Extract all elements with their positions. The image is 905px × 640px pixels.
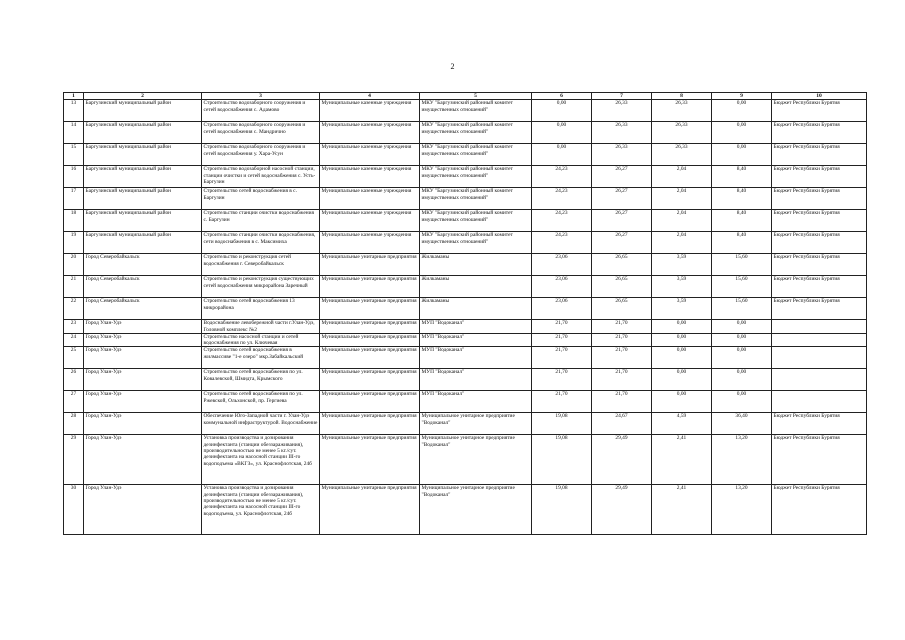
organization: МКУ "Баргузинский районный комитет имущественных отношений": [420, 210, 532, 232]
funding-source: Бюджет Республики Бурятия: [772, 232, 867, 254]
row-number: 24: [64, 333, 84, 347]
value-col9: 13,20: [712, 485, 772, 535]
value-col8: 0,00: [652, 333, 712, 347]
funding-source: [772, 369, 867, 391]
value-col8: 3,59: [652, 276, 712, 298]
organization: Жилкаманы: [420, 276, 532, 298]
value-col8: 2,04: [652, 232, 712, 254]
funding-source: Бюджет Республики Бурятия: [772, 413, 867, 435]
value-col6: 24,23: [532, 232, 592, 254]
funding-source: Бюджет Республики Бурятия: [772, 254, 867, 276]
col-header: 6: [532, 93, 592, 100]
organization-type: Муниципальные казенные учреждения: [320, 100, 420, 122]
col-header: 10: [772, 93, 867, 100]
row-number: 13: [64, 100, 84, 122]
object-name: Строительство и реконструкция существующих сетей водоснабжения микрорайона Заречный: [202, 276, 320, 298]
col-header: 8: [652, 93, 712, 100]
organization-type: Муниципальные казенные учреждения: [320, 166, 420, 188]
row-number: 14: [64, 122, 84, 144]
table-row: [64, 413, 867, 435]
row-number: 26: [64, 369, 84, 391]
value-col6: 19,08: [532, 485, 592, 535]
value-col8: 26,33: [652, 144, 712, 166]
value-col7: 26,27: [592, 232, 652, 254]
funding-source: Бюджет Республики Бурятия: [772, 298, 867, 320]
table-row: [64, 276, 867, 298]
object-name: Строительство сетей водоснабжения по ул. Ковалевской, Шмидта, Крымского: [202, 369, 320, 391]
organization-type: Муниципальные унитарные предприятия: [320, 391, 420, 413]
value-col9: 0,00: [712, 122, 772, 144]
col-header: 7: [592, 93, 652, 100]
value-col9: 0,00: [712, 391, 772, 413]
organization: МУП "Водоканал": [420, 369, 532, 391]
organization-type: Муниципальные унитарные предприятия: [320, 276, 420, 298]
organization-type: Муниципальные унитарные предприятия: [320, 485, 420, 535]
value-col7: 21,70: [592, 333, 652, 347]
value-col6: 19,08: [532, 413, 592, 435]
object-name: Строительство насосной станции и сетей водоснабжения по ул. Ключевая: [202, 333, 320, 347]
object-name: Установка производства и дозирования дезинфектанта (станции обеззараживания), производительностью не менее 5 кг./сут. дезинфектанта на насосной станции III-го водоподъема, ул. Краснофлотская, 24б: [202, 485, 320, 535]
value-col6: 21,70: [532, 369, 592, 391]
value-col7: 21,70: [592, 320, 652, 334]
municipality: Баргузинский муниципальный район: [84, 122, 202, 144]
value-col9: 15,60: [712, 276, 772, 298]
value-col6: 0,00: [532, 144, 592, 166]
table-row: [64, 210, 867, 232]
col-header: 2: [84, 93, 202, 100]
value-col8: 4,59: [652, 413, 712, 435]
table-row: [64, 166, 867, 188]
col-header: 3: [202, 93, 320, 100]
value-col9: 8,40: [712, 210, 772, 232]
organization: МКУ "Баргузинский районный комитет имущественных отношений": [420, 100, 532, 122]
municipality: Город Северобайкальск: [84, 254, 202, 276]
value-col7: 21,70: [592, 347, 652, 369]
value-col7: 29,49: [592, 435, 652, 485]
organization: Жилкаманы: [420, 298, 532, 320]
object-name: Строительство сетей водоснабжения в с. Баргузин: [202, 188, 320, 210]
value-col7: 26,27: [592, 210, 652, 232]
organization: МКУ "Баргузинский районный комитет имущественных отношений": [420, 232, 532, 254]
table-row: [64, 254, 867, 276]
organization: МУП "Водоканал": [420, 391, 532, 413]
value-col7: 26,27: [592, 166, 652, 188]
municipality: Баргузинский муниципальный район: [84, 100, 202, 122]
row-number: 21: [64, 276, 84, 298]
table-row: [64, 333, 867, 347]
organization-type: Муниципальные унитарные предприятия: [320, 347, 420, 369]
municipality: Баргузинский муниципальный район: [84, 210, 202, 232]
funding-source: Бюджет Республики Бурятия: [772, 100, 867, 122]
table-row: [64, 391, 867, 413]
value-col6: 23,06: [532, 254, 592, 276]
col-header: 9: [712, 93, 772, 100]
value-col7: 26,33: [592, 122, 652, 144]
object-name: Строительство станции очистки водоснабжения, сети водоснабжения в с. Максимиха: [202, 232, 320, 254]
municipality: Город Улан-Удэ: [84, 347, 202, 369]
value-col8: 3,59: [652, 254, 712, 276]
value-col8: 0,00: [652, 347, 712, 369]
organization: МУП "Водоканал": [420, 320, 532, 334]
value-col9: 36,40: [712, 413, 772, 435]
organization-type: Муниципальные унитарные предприятия: [320, 369, 420, 391]
row-number: 25: [64, 347, 84, 369]
table-row: [64, 369, 867, 391]
value-col7: 21,70: [592, 369, 652, 391]
organization-type: Муниципальные унитарные предприятия: [320, 320, 420, 334]
row-number: 28: [64, 413, 84, 435]
value-col7: 29,49: [592, 485, 652, 535]
value-col9: 0,00: [712, 333, 772, 347]
funding-source: Бюджет Республики Бурятия: [772, 276, 867, 298]
organization-type: Муниципальные унитарные предприятия: [320, 435, 420, 485]
value-col7: 21,70: [592, 391, 652, 413]
organization-type: Муниципальные казенные учреждения: [320, 210, 420, 232]
value-col9: 0,00: [712, 347, 772, 369]
value-col6: 24,23: [532, 166, 592, 188]
value-col7: 26,65: [592, 254, 652, 276]
value-col6: 19,08: [532, 435, 592, 485]
municipality: Город Северобайкальск: [84, 276, 202, 298]
value-col8: 26,33: [652, 100, 712, 122]
object-name: Строительство и реконструкция сетей водоснабжения г. Северобайкальск: [202, 254, 320, 276]
organization-type: Муниципальные унитарные предприятия: [320, 333, 420, 347]
row-number: 17: [64, 188, 84, 210]
value-col8: 26,33: [652, 122, 712, 144]
value-col9: 0,00: [712, 144, 772, 166]
municipality: Город Улан-Удэ: [84, 413, 202, 435]
value-col6: 21,70: [532, 320, 592, 334]
object-name: Строительство станции очистки водоснабжения с. Баргузин: [202, 210, 320, 232]
value-col8: 2,04: [652, 210, 712, 232]
organization: МКУ "Баргузинский районный комитет имущественных отношений": [420, 166, 532, 188]
object-name: Строительство сетей водоснабжения по ул. Ржевской, Ольхонской, пр. Гергиева: [202, 391, 320, 413]
municipality: Город Улан-Удэ: [84, 391, 202, 413]
object-name: Строительство сетей водоснабжения в жилмассиве "1-е озеро" мкр.Забайкальский: [202, 347, 320, 369]
value-col8: 2,04: [652, 188, 712, 210]
funding-source: Бюджет Республики Бурятия: [772, 166, 867, 188]
municipality: Баргузинский муниципальный район: [84, 188, 202, 210]
object-name: Обеспечение Юго-Западной части г. Улан-Удэ коммунальной инфраструктурой. Водоснабжение: [202, 413, 320, 435]
organization-type: Муниципальные казенные учреждения: [320, 144, 420, 166]
value-col8: 2,04: [652, 166, 712, 188]
municipality: Баргузинский муниципальный район: [84, 144, 202, 166]
investment-table: [63, 92, 867, 535]
value-col6: 21,70: [532, 391, 592, 413]
value-col9: 13,20: [712, 435, 772, 485]
funding-source: Бюджет Республики Бурятия: [772, 485, 867, 535]
value-col9: 8,40: [712, 166, 772, 188]
municipality: Город Улан-Удэ: [84, 435, 202, 485]
organization: Муниципальное унитарное предприятие "Водоканал": [420, 485, 532, 535]
organization-type: Муниципальные унитарные предприятия: [320, 298, 420, 320]
row-number: 18: [64, 210, 84, 232]
page-number: 2: [450, 62, 455, 71]
table-row: [64, 122, 867, 144]
value-col9: 0,00: [712, 100, 772, 122]
organization: МКУ "Баргузинский районный комитет имущественных отношений": [420, 144, 532, 166]
table-row: [64, 144, 867, 166]
funding-source: [772, 320, 867, 334]
value-col7: 26,65: [592, 298, 652, 320]
municipality: Город Северобайкальск: [84, 298, 202, 320]
municipality: Город Улан-Удэ: [84, 485, 202, 535]
value-col9: 8,40: [712, 188, 772, 210]
value-col9: 8,40: [712, 232, 772, 254]
funding-source: Бюджет Республики Бурятия: [772, 210, 867, 232]
row-number: 22: [64, 298, 84, 320]
organization: Жилкаманы: [420, 254, 532, 276]
value-col6: 21,70: [532, 347, 592, 369]
organization-type: Муниципальные казенные учреждения: [320, 188, 420, 210]
table-row: [64, 298, 867, 320]
row-number: 19: [64, 232, 84, 254]
value-col6: 23,06: [532, 298, 592, 320]
col-header: 5: [420, 93, 532, 100]
organization: МУП "Водоканал": [420, 347, 532, 369]
value-col6: 21,70: [532, 333, 592, 347]
value-col6: 0,00: [532, 122, 592, 144]
table-row: [64, 485, 867, 535]
value-col9: 0,00: [712, 369, 772, 391]
value-col9: 15,60: [712, 298, 772, 320]
organization: МКУ "Баргузинский районный комитет имущественных отношений": [420, 188, 532, 210]
col-header: 4: [320, 93, 420, 100]
row-number: 27: [64, 391, 84, 413]
table-row: [64, 232, 867, 254]
object-name: Строительство сетей водоснабжения 13 микрорайона: [202, 298, 320, 320]
row-number: 30: [64, 485, 84, 535]
organization: Муниципальное унитарное предприятие "Водоканал": [420, 435, 532, 485]
funding-source: Бюджет Республики Бурятия: [772, 435, 867, 485]
value-col7: 26,33: [592, 144, 652, 166]
organization-type: Муниципальные казенные учреждения: [320, 232, 420, 254]
value-col8: 2,41: [652, 485, 712, 535]
organization-type: Муниципальные унитарные предприятия: [320, 254, 420, 276]
object-name: Водоснабжение левобережной части г.Улан-Удэ, Головной комплекс №2: [202, 320, 320, 334]
value-col9: 0,00: [712, 320, 772, 334]
municipality: Город Улан-Удэ: [84, 320, 202, 334]
municipality: Город Улан-Удэ: [84, 369, 202, 391]
col-header: 1: [64, 93, 84, 100]
row-number: 20: [64, 254, 84, 276]
value-col6: 23,06: [532, 276, 592, 298]
value-col6: 24,23: [532, 210, 592, 232]
value-col8: 2,41: [652, 435, 712, 485]
row-number: 29: [64, 435, 84, 485]
municipality: Баргузинский муниципальный район: [84, 166, 202, 188]
value-col7: 24,67: [592, 413, 652, 435]
table-row: [64, 188, 867, 210]
organization: МУП "Водоканал": [420, 333, 532, 347]
value-col8: 0,00: [652, 391, 712, 413]
value-col8: 0,00: [652, 320, 712, 334]
value-col7: 26,65: [592, 276, 652, 298]
value-col7: 26,27: [592, 188, 652, 210]
value-col8: 0,00: [652, 369, 712, 391]
object-name: Строительство водозаборного сооружения и сетей водоснабжения с. Мандрично: [202, 122, 320, 144]
header-row: [64, 93, 867, 100]
funding-source: [772, 391, 867, 413]
organization-type: Муниципальные казенные учреждения: [320, 122, 420, 144]
value-col7: 26,33: [592, 100, 652, 122]
object-name: Строительство водозаборной насосной станции, станции очистки и сетей водоснабжения с. Усть-Баргузин: [202, 166, 320, 188]
value-col6: 24,23: [532, 188, 592, 210]
row-number: 16: [64, 166, 84, 188]
organization-type: Муниципальные унитарные предприятия: [320, 413, 420, 435]
table-row: [64, 320, 867, 334]
table-row: [64, 435, 867, 485]
object-name: Строительство водозаборного сооружения и сетей водоснабжения с. Адамово: [202, 100, 320, 122]
organization: МКУ "Баргузинский районный комитет имущественных отношений": [420, 122, 532, 144]
value-col6: 0,00: [532, 100, 592, 122]
municipality: Баргузинский муниципальный район: [84, 232, 202, 254]
object-name: Строительство водозаборного сооружения и сетей водоснабжения у. Хара-Усун: [202, 144, 320, 166]
funding-source: [772, 347, 867, 369]
funding-source: Бюджет Республики Бурятия: [772, 122, 867, 144]
municipality: Город Улан-Удэ: [84, 333, 202, 347]
funding-source: [772, 333, 867, 347]
funding-source: Бюджет Республики Бурятия: [772, 144, 867, 166]
funding-source: Бюджет Республики Бурятия: [772, 188, 867, 210]
value-col9: 15,60: [712, 254, 772, 276]
organization: Муниципальное унитарное предприятие "Водоканал": [420, 413, 532, 435]
row-number: 15: [64, 144, 84, 166]
row-number: 23: [64, 320, 84, 334]
table-row: [64, 347, 867, 369]
object-name: Установка производства и дозирования дезинфектанта (станции обеззараживания), производительностью не менее 5 кг./сут. дезинфектанта на насосной станции III-го водоподъема «ВКГЗ», ул. Краснофлотская, 24б: [202, 435, 320, 485]
value-col8: 3,59: [652, 298, 712, 320]
table-row: [64, 100, 867, 122]
